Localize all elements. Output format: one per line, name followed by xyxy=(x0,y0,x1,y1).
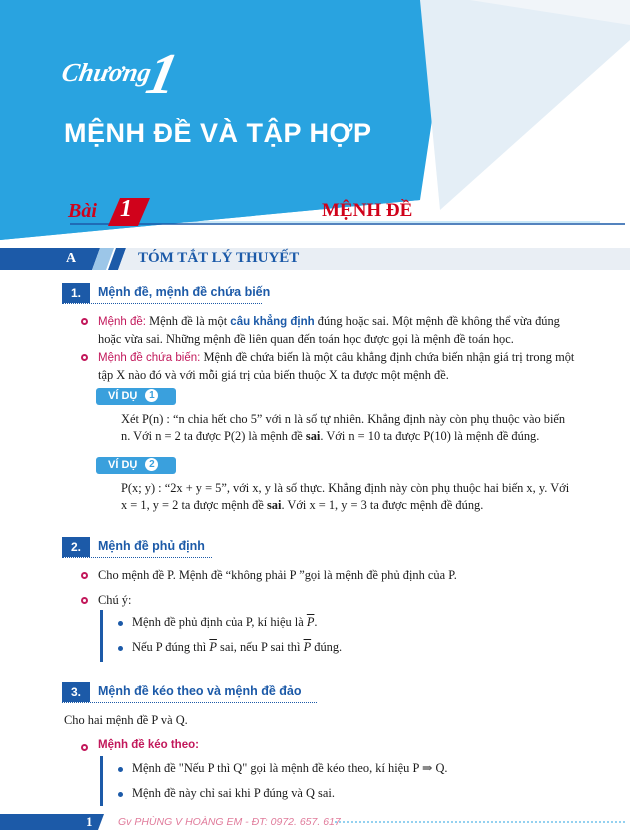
chapter-number: 1 xyxy=(141,41,184,106)
section-2-underline xyxy=(62,557,212,559)
bullet-dot-icon xyxy=(118,767,123,772)
bullet-icon xyxy=(81,597,88,604)
section-a-bar xyxy=(0,248,630,270)
bullet-icon xyxy=(81,354,88,361)
bullet-icon xyxy=(81,572,88,579)
example-1-badge: VÍ DỤ 1 xyxy=(96,388,176,405)
note-sidebar xyxy=(100,610,103,662)
section-a-title: TÓM TẮT LÝ THUYẾT xyxy=(138,250,300,266)
bullet-icon xyxy=(81,318,88,325)
bullet-dot-icon xyxy=(118,646,123,651)
implication-falsity: Mệnh đề này chỉ sai khi P đúng và Q sai. xyxy=(132,786,335,800)
example-2-text: P(x; y) : “2x + y = 5”, với x, y là số thực. Khẳng định này còn phụ thuộc hai biến x, y. Với x = 1, y = 2 ta được mệnh đề sai. Với x = 1, y = 3 ta được mệnh đề đúng. xyxy=(121,481,570,512)
footer xyxy=(0,812,630,832)
lesson-title: MỆNH ĐỀ xyxy=(322,200,413,221)
note-label: Chú ý: xyxy=(98,593,132,607)
chapter-word: Chương xyxy=(59,58,154,87)
implication-label: Mệnh đề kéo theo: xyxy=(98,739,199,751)
section-3-number: 3. xyxy=(62,682,90,702)
section-1-title: Mệnh đề, mệnh đề chứa biến xyxy=(98,285,271,299)
implication-definition: Mệnh đề "Nếu P thì Q" gọi là mệnh đề kéo theo, kí hiệu P ⇒ Q. xyxy=(132,761,448,775)
implication-sidebar xyxy=(100,756,103,806)
section-1-number: 1. xyxy=(62,283,90,303)
section-3-underline xyxy=(62,702,317,704)
definition-statement: Mệnh đề: Mệnh đề là một câu khẳng định đúng hoặc sai. Một mệnh đề không thể vừa đúng hoặc vừa sai. Những mệnh đề liên quan đến toán học được gọi là mệnh đề toán học. xyxy=(98,314,560,346)
section-2-number: 2. xyxy=(62,537,90,557)
footer-author: Gv PHÙNG V HOÀNG EM - ĐT: 0972. 657. 617 xyxy=(118,816,341,828)
section-3-title: Mệnh đề kéo theo và mệnh đề đảo xyxy=(98,684,302,698)
bullet-dot-icon xyxy=(118,621,123,626)
page-number: 1 xyxy=(86,814,93,829)
section-1-underline xyxy=(62,303,262,305)
negation-notation: Mệnh đề phủ định của P, kí hiệu là $\overline{P}$. xyxy=(132,615,318,629)
lesson-bar xyxy=(0,198,630,226)
section-2-title: Mệnh đề phủ định xyxy=(98,539,205,553)
bullet-icon xyxy=(81,744,88,751)
section-3-intro: Cho hai mệnh đề P và Q. xyxy=(64,713,188,727)
definition-open-statement: Mệnh đề chứa biến: Mệnh đề chứa biến là một câu khẳng định chứa biến nhận giá trị trong một tập X nào đó và với mỗi giá trị của biến thuộc X ta được một mệnh đề. xyxy=(98,350,575,382)
lesson-word: Bài xyxy=(68,200,97,222)
example-2-badge: VÍ DỤ 2 xyxy=(96,457,176,474)
bullet-dot-icon xyxy=(118,792,123,797)
chapter-title: MỆNH ĐỀ VÀ TẬP HỢP xyxy=(64,118,372,148)
negation-truth: Nếu P đúng thì $\overline{P}$ sai, nếu P sai thì $\overline{P}$ đúng. xyxy=(132,640,343,654)
example-1-text: Xét P(n) : “n chia hết cho 5” với n là số tự nhiên. Khẳng định này còn phụ thuộc vào biến n. Với n = 2 ta được P(2) là mệnh đề sai. Với n = 10 ta được P(10) là mệnh đề đúng. xyxy=(121,412,566,443)
negation-definition: Cho mệnh đề P. Mệnh đề “không phải P ”gọi là mệnh đề phủ định của P. xyxy=(98,568,457,582)
section-a-letter: A xyxy=(66,251,77,266)
lesson-number: 1 xyxy=(120,196,132,222)
